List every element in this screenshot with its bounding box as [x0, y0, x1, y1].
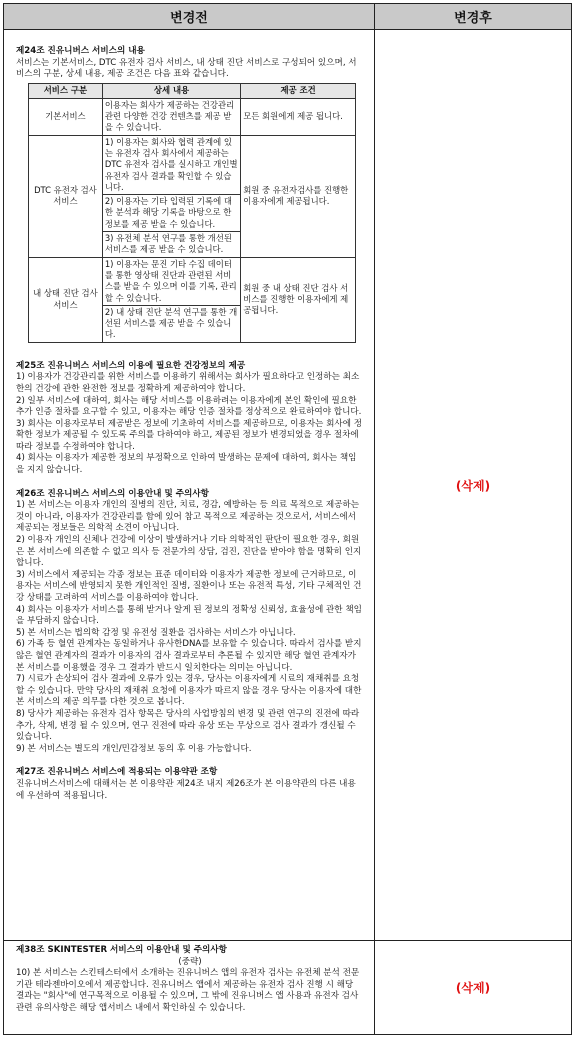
service-detail: 1) 이용자는 회사와 협력 관계에 있는 유전자 검사 회사에서 제공하는 DTC 유전자 검사를 실시하고 개인별 유전자 검사 결과를 확인할 수 있습니다. — [103, 136, 240, 195]
service-type: 내 상태 진단 검사 서비스 — [29, 257, 103, 342]
header-before: 변경전 — [4, 4, 375, 30]
service-details — [102, 98, 240, 135]
before-cell-articles-24-27 — [4, 30, 375, 941]
omitted-marker: (중략) — [178, 956, 202, 967]
service-condition: 모든 회원에게 제공 됩니다. — [241, 98, 356, 135]
article-26-para: 7) 시료가 손상되어 검사 결과에 오류가 있는 경우, 당사는 이용자에게 시료의 재채취를 요청할 수 있습니다. 만약 당사의 재채취 요청에 이용자가 따르지 않을 경우 당사는 이용자에 대한 본 서비스의 제공 의무를 다한 것으로 봅니다. — [16, 674, 362, 708]
article-25-para: 2) 일부 서비스에 대하여, 회사는 해당 서비스를 이용하려는 이용자에게 본인 확인에 필요한 추가 인증 절차를 요구할 수 있고, 이용자는 해당 인증 절차를 정상적으로 완료하여야 합니다. — [16, 395, 362, 418]
deleted-label: (삭제) — [455, 981, 491, 995]
service-detail: 2) 이용자는 기타 입력된 기록에 대한 분석과 해당 기록을 바탕으로 한 정보를 제공 받을 수 있습니다. — [103, 195, 240, 232]
service-table — [28, 83, 356, 343]
service-table-header-cell: 상세 내용 — [102, 83, 240, 98]
service-condition: 회원 중 유전자검사를 진행한 이용자에게 제공됩니다. — [241, 135, 356, 257]
service-table-header — [29, 83, 356, 98]
table-row — [29, 98, 356, 135]
service-detail: 1) 이용자는 문진 기타 수집 데이터를 통한 영상태 진단과 관련된 서비스를 받을 수 있으며 이를 기록, 관리 할 수 있습니다. — [103, 258, 240, 306]
article-25-para: 3) 회사는 이용자로부터 제공받은 정보에 기초하여 서비스를 제공하므로, 이용자는 회사에 정확한 정보가 제공될 수 있도록 주의를 다하여야 하고, 제공된 정보가 변경되었을 경우 절차에 따라 정보를 수정하여야 합니다. — [16, 418, 363, 452]
service-details — [102, 135, 240, 257]
after-cell-article-38 — [375, 941, 571, 1034]
article-26-para: 5) 본 서비스는 법의학 감정 및 유전성 질환을 검사하는 서비스가 아닙니다. — [16, 627, 296, 638]
article-25-para: 1) 이용자가 건강관리를 위한 서비스를 이용하기 위해서는 회사가 필요하다고 인정하는 최소한의 건강에 관한 완전한 정보를 정확하게 제공하여야 합니다. — [16, 372, 360, 394]
article-25 — [16, 361, 364, 477]
article-24 — [16, 46, 364, 343]
article-25-title: 제25조 진유니버스 서비스의 이용에 필요한 건강정보의 제공 — [16, 360, 246, 371]
header-after: 변경후 — [375, 4, 571, 30]
article-27-body: 진유니버스서비스에 대해서는 본 이용약관 제24조 내지 제26조가 본 이용약관의 다른 내용에 우선하여 적용됩니다. — [16, 778, 356, 801]
comparison-table — [3, 3, 572, 1035]
deleted-label: (삭제) — [455, 478, 491, 493]
article-38-body: 10) 본 서비스는 스킨테스터에서 소개하는 진유니버스 앱의 유전자 검사는 유전체 분석 전문기관 테라젠바이오에서 제공합니다. 진유니버스 앱에서 제공하는 유전자 검사 진행 시 해당 결과는 "회사"에 연구목적으로 이용될 수 있으며, 그 밖에 진유니버스 앱 사용과 유전자 검사 관련 유의사항은 해당 앱서비스 내에서 확인하실 수 있습니다. — [16, 968, 360, 1013]
article-26-para: 6) 가족 등 혈연 관계자는 동일하거나 유사한DNA를 보유할 수 있습니다. 따라서 검사를 받지 않은 혈연 관계자의 결과가 이용자의 검사 결과로부터 추론될 수 있지만 해당 혈연 관계자가 본 서비스를 이용했을 경우 그 결과가 반드시 일치한다는 의미는 아닙니다. — [16, 639, 362, 673]
service-type: 기본서비스 — [29, 98, 103, 135]
after-cell-articles-24-27 — [375, 30, 571, 941]
article-26 — [16, 489, 364, 756]
service-table-header-cell: 제공 조건 — [241, 83, 356, 98]
article-26-para: 9) 본 서비스는 별도의 개인/민감정보 동의 후 이용 가능합니다. — [16, 743, 252, 754]
service-condition: 회원 중 내 상태 진단 검사 서비스를 진행한 이용자에게 제공됩니다. — [241, 257, 356, 342]
article-26-para: 3) 서비스에서 제공되는 각종 정보는 표준 데이터와 이용자가 제공한 정보에 근거하므로, 이용자는 서비스에 반영되지 못한 개인적인 질병, 질환이나 또는 유전적 특성, 기타 구체적인 건강 상태를 고려하여 서비스를 이용하여야 합니다. — [16, 569, 362, 603]
article-26-para: 2) 이용자 개인의 신체나 건강에 이상이 발생하거나 기타 의학적인 판단이 필요한 경우, 회원은 본 서비스에 의존할 수 없고 의사 등 전문가의 상담, 검진, 진단을 받아야 함을 명확히 인지합니다. — [16, 535, 362, 569]
service-detail: 이용자는 회사가 제공하는 건강관리 관련 다양한 건강 컨텐츠를 제공 받을 수 있습니다. — [104, 99, 235, 133]
service-detail: 2) 내 상태 진단 분석 연구를 통한 개선된 서비스를 제공 받을 수 있습니다. — [104, 306, 238, 340]
service-type: DTC 유전자 검사 서비스 — [29, 135, 103, 257]
article-26-para: 4) 회사는 이용자가 서비스를 통해 받거나 알게 된 정보의 정확성 신뢰성, 효율성에 관한 책임을 부담하지 않습니다. — [16, 604, 362, 627]
article-26-para: 1) 본 서비스는 이용자 개인의 질병의 진단, 치료, 경감, 예방하는 등 의료 목적으로 제공하는 것이 아니라, 이용자가 건강관리를 함에 있어 참고 목적으로 제공하는 것으로서, 서비스에서 제공되는 정보들은 의학적 소견이 아닙니다. — [16, 500, 360, 534]
article-38-title: 제38조 SKINTESTER 서비스의 이용안내 및 주의사항 — [16, 945, 227, 955]
article-24-intro: 서비스는 기본서비스, DTC 유전자 검사 서비스, 내 상태 진단 서비스로 구성되어 있으며, 서비스의 구분, 상세 내용, 제공 조건은 다음 표와 같습니다. — [16, 57, 357, 80]
article-24-title: 제24조 진유니버스 서비스의 내용 — [16, 46, 145, 56]
article-27-title: 제27조 진유니버스 서비스에 적용되는 이용약관 조항 — [16, 767, 218, 778]
service-details — [102, 257, 240, 342]
article-25-para: 4) 회사는 이용자가 제공한 정보의 부정확으로 인하여 발생하는 문제에 대하여, 회사는 책임을 지지 않습니다. — [16, 453, 357, 476]
service-table-header-cell: 서비스 구분 — [29, 83, 103, 98]
table-row — [29, 257, 356, 342]
before-cell-article-38 — [4, 941, 375, 1034]
article-26-para: 8) 당사가 제공하는 유전자 검사 항목은 당사의 사업방침의 변경 및 관련 연구의 진전에 따라 추가, 삭제, 변경 될 수 있으며, 연구 진전에 따라 유상 또는 무상으로 검사 결과가 갱신될 수 있습니다. — [16, 708, 360, 743]
article-27 — [16, 767, 364, 802]
service-detail: 3) 유전체 분석 연구를 통한 개선된 서비스를 제공 받을 수 있습니다. — [104, 233, 232, 255]
article-26-title: 제26조 진유니버스 서비스의 이용안내 및 주의사항 — [16, 488, 209, 499]
table-row — [29, 135, 356, 257]
